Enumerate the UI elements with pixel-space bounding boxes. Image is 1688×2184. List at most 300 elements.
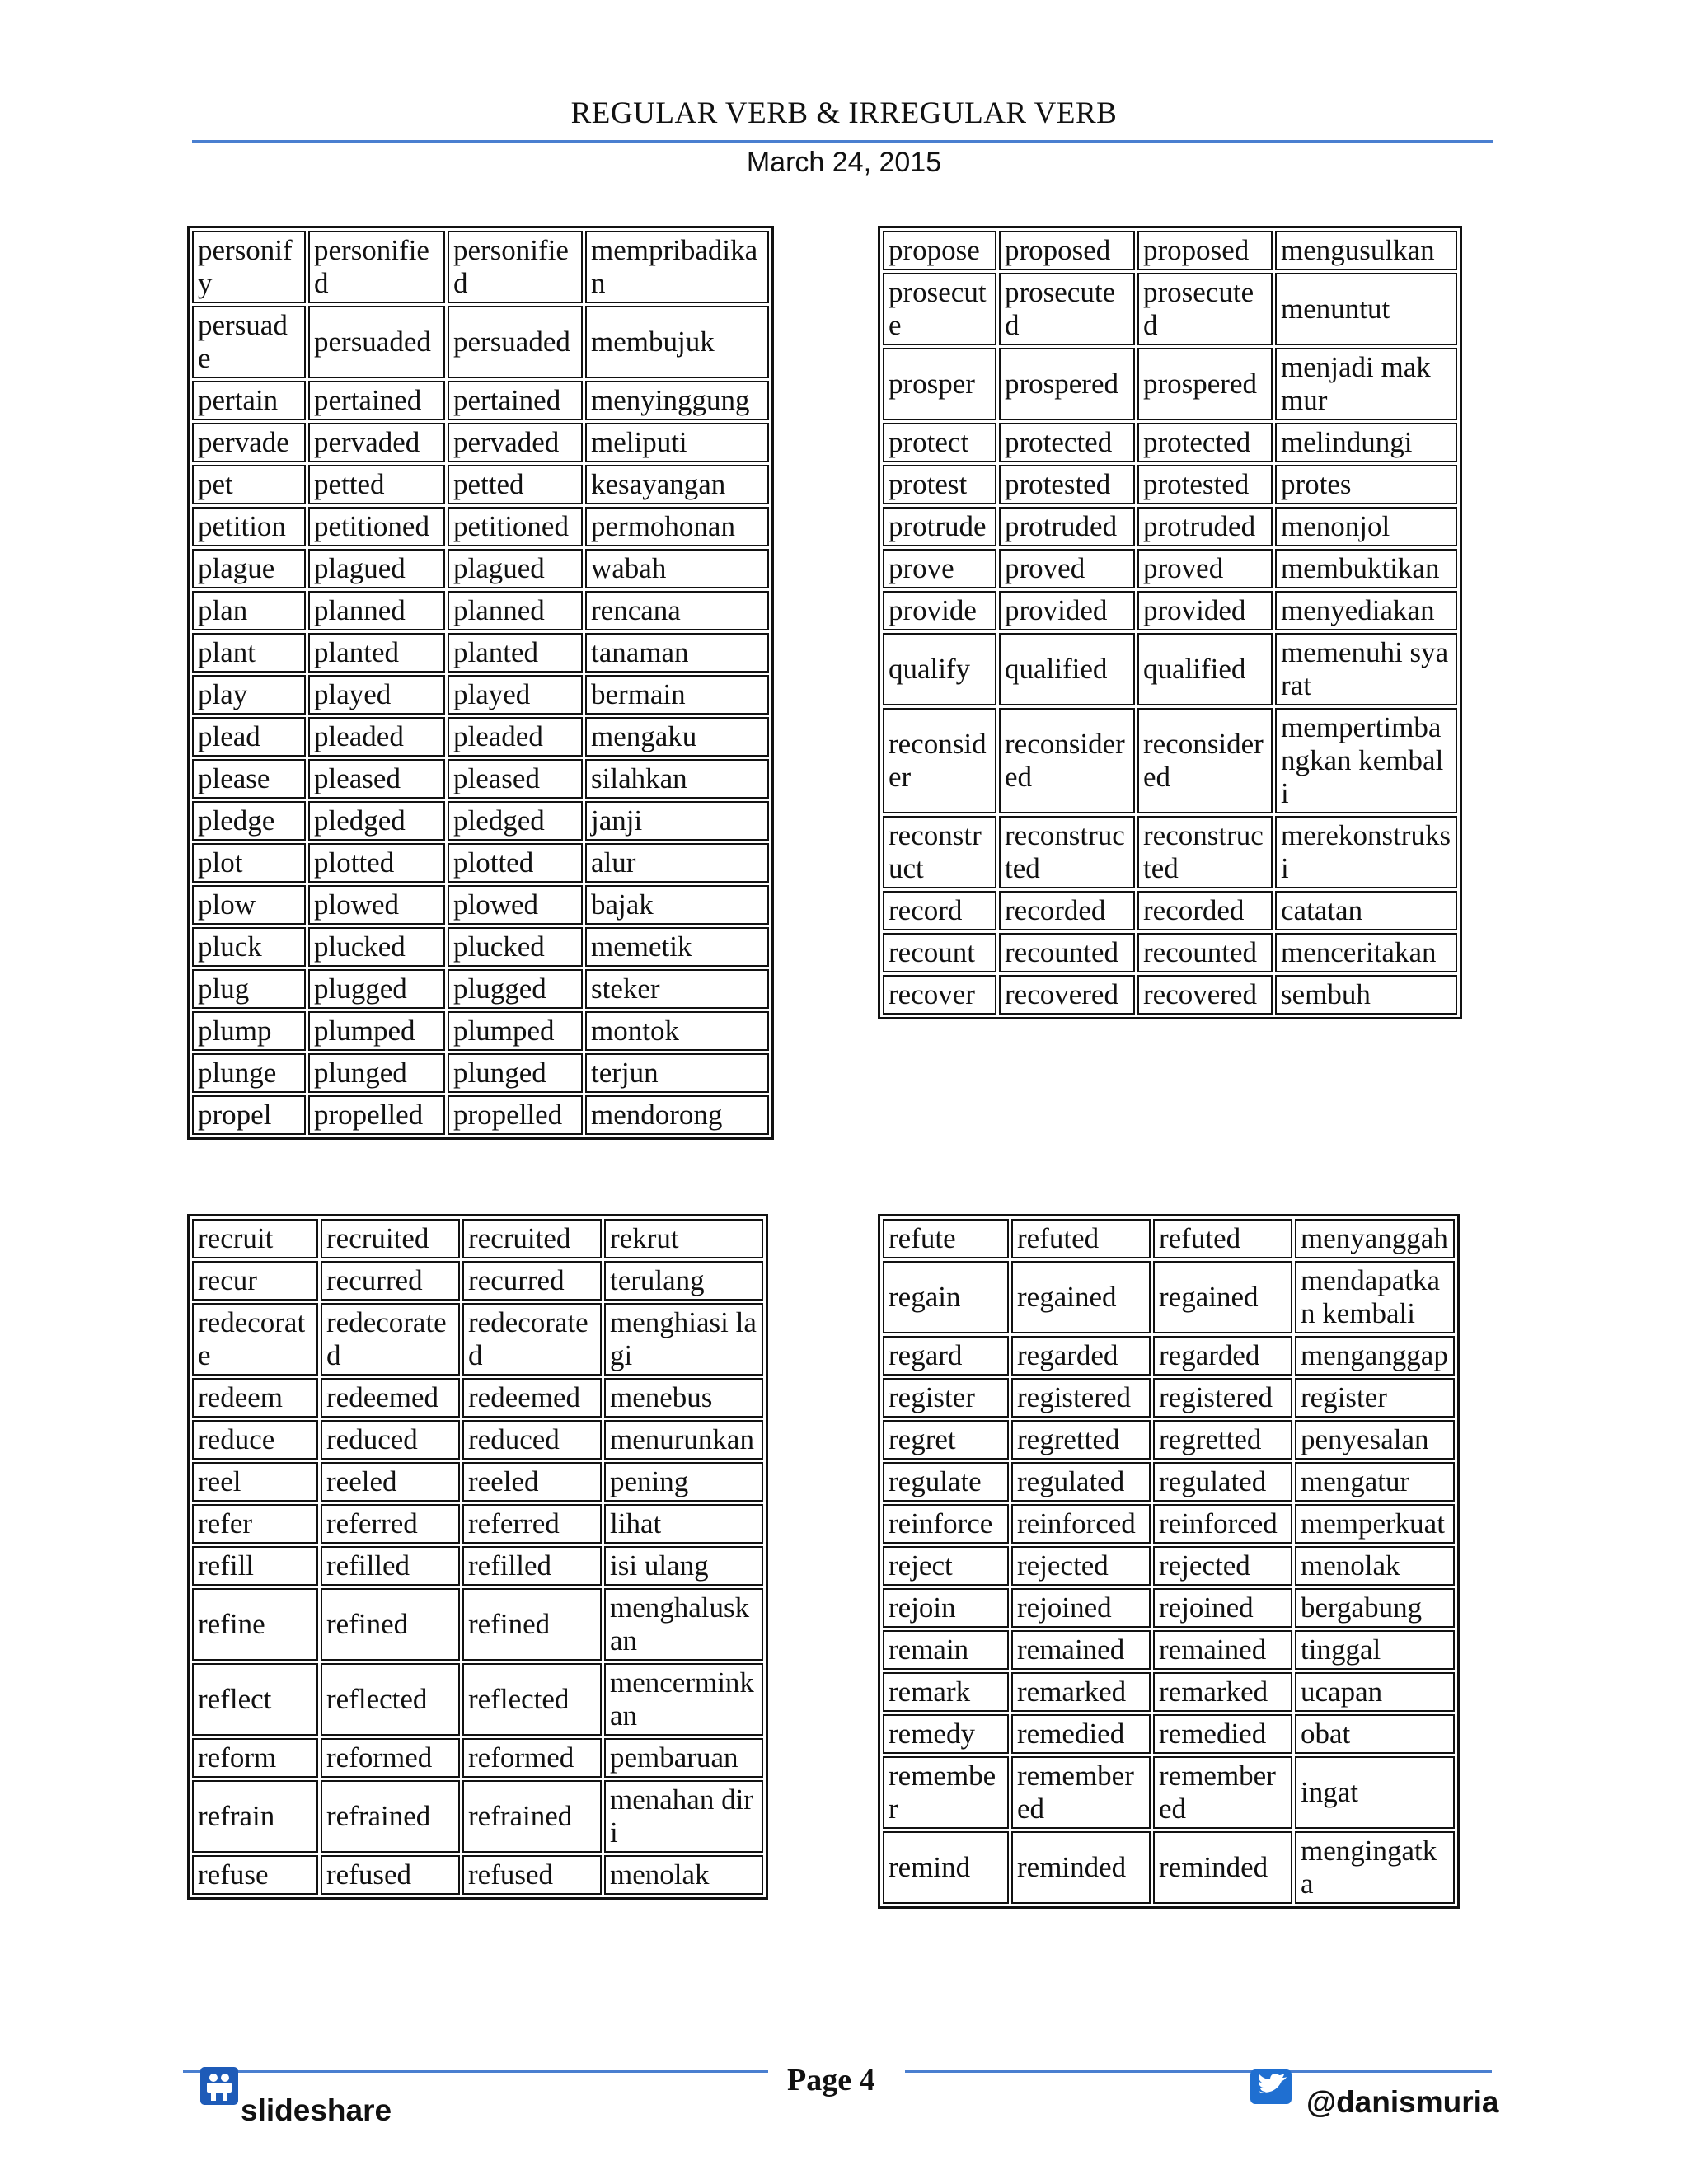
meaning-cell: janji	[585, 801, 769, 841]
base-form-cell: record	[883, 891, 996, 930]
base-form-cell: remark	[883, 1672, 1009, 1712]
table-row	[192, 759, 769, 799]
past-tense-cell: regulated	[1011, 1462, 1151, 1502]
table-row	[883, 1672, 1455, 1712]
past-tense-cell: rejected	[1011, 1546, 1151, 1586]
base-form-cell: protect	[883, 423, 996, 462]
table-row	[883, 1546, 1455, 1586]
meaning-cell: sembuh	[1275, 975, 1457, 1015]
past-participle-cell: reconsidered	[1137, 708, 1273, 813]
table-row	[192, 1504, 763, 1544]
past-tense-cell: personified	[308, 231, 445, 303]
past-tense-cell: recruited	[321, 1219, 460, 1258]
meaning-cell: silahkan	[585, 759, 769, 799]
meaning-cell: permohonan	[585, 507, 769, 546]
base-form-cell: protrude	[883, 507, 996, 546]
past-tense-cell: protested	[999, 465, 1135, 504]
past-tense-cell: reflected	[321, 1663, 460, 1736]
base-form-cell: plump	[192, 1011, 306, 1051]
base-form-cell: provide	[883, 591, 996, 630]
base-form-cell: remedy	[883, 1714, 1009, 1754]
verb-table-4	[878, 1214, 1460, 1909]
base-form-cell: protest	[883, 465, 996, 504]
past-tense-cell: prospered	[999, 348, 1135, 420]
table-row	[883, 273, 1457, 345]
past-tense-cell: refilled	[321, 1546, 460, 1586]
table-row	[883, 1378, 1455, 1418]
table-row	[192, 549, 769, 588]
past-participle-cell: qualified	[1137, 633, 1273, 705]
meaning-cell: montok	[585, 1011, 769, 1051]
table-row	[883, 348, 1457, 420]
base-form-cell: refill	[192, 1546, 318, 1586]
table-row	[192, 969, 769, 1009]
past-tense-cell: played	[308, 675, 445, 715]
past-tense-cell: petitioned	[308, 507, 445, 546]
past-participle-cell: plunged	[448, 1053, 583, 1093]
base-form-cell: recount	[883, 933, 996, 972]
past-tense-cell: petted	[308, 465, 445, 504]
past-tense-cell: protected	[999, 423, 1135, 462]
table-row	[883, 708, 1457, 813]
base-form-cell: regulate	[883, 1462, 1009, 1502]
base-form-cell: play	[192, 675, 306, 715]
past-participle-cell: refuted	[1153, 1219, 1292, 1258]
base-form-cell: petition	[192, 507, 306, 546]
base-form-cell: reform	[192, 1738, 318, 1778]
meaning-cell: terjun	[585, 1053, 769, 1093]
table-row	[883, 231, 1457, 270]
past-participle-cell: played	[448, 675, 583, 715]
past-tense-cell: referred	[321, 1504, 460, 1544]
meaning-cell: menyediakan	[1275, 591, 1457, 630]
meaning-cell: bermain	[585, 675, 769, 715]
meaning-cell: menurunkan	[604, 1420, 763, 1460]
table-row	[883, 1504, 1455, 1544]
meaning-cell: menceritakan	[1275, 933, 1457, 972]
past-tense-cell: plugged	[308, 969, 445, 1009]
base-form-cell: reel	[192, 1462, 318, 1502]
base-form-cell: reconsider	[883, 708, 996, 813]
past-tense-cell: reduced	[321, 1420, 460, 1460]
past-tense-cell: rejoined	[1011, 1588, 1151, 1628]
past-participle-cell: redecorated	[462, 1303, 602, 1376]
base-form-cell: reconstruct	[883, 816, 996, 888]
base-form-cell: reduce	[192, 1420, 318, 1460]
past-tense-cell: regarded	[1011, 1336, 1151, 1376]
meaning-cell: alur	[585, 843, 769, 883]
meaning-cell: menghiasi lagi	[604, 1303, 763, 1376]
meaning-cell: mendapatkan kembali	[1295, 1261, 1455, 1333]
past-tense-cell: plumped	[308, 1011, 445, 1051]
base-form-cell: redeem	[192, 1378, 318, 1418]
past-tense-cell: reeled	[321, 1462, 460, 1502]
base-form-cell: refer	[192, 1504, 318, 1544]
meaning-cell: mempertimbangkan kembali	[1275, 708, 1457, 813]
past-tense-cell: refuted	[1011, 1219, 1151, 1258]
footer-divider-left	[183, 2070, 768, 2073]
meaning-cell: kesayangan	[585, 465, 769, 504]
meaning-cell: steker	[585, 969, 769, 1009]
table-row	[192, 1546, 763, 1586]
meaning-cell: membuktikan	[1275, 549, 1457, 588]
past-participle-cell: propelled	[448, 1095, 583, 1135]
past-participle-cell: refined	[462, 1588, 602, 1661]
table-row	[883, 633, 1457, 705]
base-form-cell: plug	[192, 969, 306, 1009]
past-tense-cell: remarked	[1011, 1672, 1151, 1712]
twitter-icon	[1249, 2066, 1296, 2107]
past-tense-cell: refused	[321, 1855, 460, 1895]
past-participle-cell: plagued	[448, 549, 583, 588]
base-form-cell: recur	[192, 1261, 318, 1301]
past-participle-cell: refused	[462, 1855, 602, 1895]
past-tense-cell: propelled	[308, 1095, 445, 1135]
meaning-cell: terulang	[604, 1261, 763, 1301]
meaning-cell: tanaman	[585, 633, 769, 673]
meaning-cell: mengatur	[1295, 1462, 1455, 1502]
meaning-cell: pembaruan	[604, 1738, 763, 1778]
table-row	[883, 423, 1457, 462]
past-tense-cell: plucked	[308, 927, 445, 967]
past-tense-cell: refined	[321, 1588, 460, 1661]
past-participle-cell: referred	[462, 1504, 602, 1544]
past-participle-cell: prosecuted	[1137, 273, 1273, 345]
base-form-cell: refute	[883, 1219, 1009, 1258]
base-form-cell: pledge	[192, 801, 306, 841]
past-participle-cell: prospered	[1137, 348, 1273, 420]
past-tense-cell: pertained	[308, 381, 445, 420]
base-form-cell: prosecute	[883, 273, 996, 345]
past-participle-cell: plumped	[448, 1011, 583, 1051]
past-tense-cell: redecorated	[321, 1303, 460, 1376]
table-row	[883, 465, 1457, 504]
table-row	[192, 1780, 763, 1853]
past-participle-cell: reminded	[1153, 1831, 1292, 1904]
table-row	[192, 801, 769, 841]
base-form-cell: plant	[192, 633, 306, 673]
meaning-cell: protes	[1275, 465, 1457, 504]
base-form-cell: persuade	[192, 306, 306, 378]
base-form-cell: reject	[883, 1546, 1009, 1586]
past-participle-cell: redeemed	[462, 1378, 602, 1418]
past-tense-cell: pleased	[308, 759, 445, 799]
table-row	[883, 591, 1457, 630]
meaning-cell: lihat	[604, 1504, 763, 1544]
page-date: March 24, 2015	[746, 147, 942, 178]
base-form-cell: remind	[883, 1831, 1009, 1904]
table-row	[883, 1462, 1455, 1502]
table-row	[883, 507, 1457, 546]
table-row	[192, 1378, 763, 1418]
verb-table-3	[187, 1214, 768, 1900]
table-row	[192, 633, 769, 673]
past-participle-cell: plowed	[448, 885, 583, 925]
past-tense-cell: proved	[999, 549, 1135, 588]
table-row	[883, 1588, 1455, 1628]
table-row	[883, 1219, 1455, 1258]
table-row	[192, 675, 769, 715]
past-tense-cell: pervaded	[308, 423, 445, 462]
base-form-cell: remember	[883, 1756, 1009, 1829]
meaning-cell: meliputi	[585, 423, 769, 462]
base-form-cell: redecorate	[192, 1303, 318, 1376]
past-participle-cell: rejected	[1153, 1546, 1292, 1586]
header-divider	[192, 140, 1493, 143]
meaning-cell: menebus	[604, 1378, 763, 1418]
past-participle-cell: registered	[1153, 1378, 1292, 1418]
past-participle-cell: proposed	[1137, 231, 1273, 270]
past-participle-cell: protected	[1137, 423, 1273, 462]
past-participle-cell: recruited	[462, 1219, 602, 1258]
past-tense-cell: reconstructed	[999, 816, 1135, 888]
past-tense-cell: planted	[308, 633, 445, 673]
meaning-cell: ucapan	[1295, 1672, 1455, 1712]
past-tense-cell: refrained	[321, 1780, 460, 1853]
past-participle-cell: recurred	[462, 1261, 602, 1301]
past-participle-cell: petitioned	[448, 507, 583, 546]
past-tense-cell: registered	[1011, 1378, 1151, 1418]
table-row	[192, 843, 769, 883]
table-row	[883, 1756, 1455, 1829]
meaning-cell: rekrut	[604, 1219, 763, 1258]
meaning-cell: membujuk	[585, 306, 769, 378]
base-form-cell: plunge	[192, 1053, 306, 1093]
meaning-cell: memetik	[585, 927, 769, 967]
past-participle-cell: recounted	[1137, 933, 1273, 972]
base-form-cell: plow	[192, 885, 306, 925]
slideshare-brand: slideshare	[241, 2093, 392, 2127]
base-form-cell: register	[883, 1378, 1009, 1418]
footer-divider-right	[905, 2070, 1492, 2073]
past-participle-cell: pleased	[448, 759, 583, 799]
past-participle-cell: rejoined	[1153, 1588, 1292, 1628]
table-row	[192, 1663, 763, 1736]
past-tense-cell: remedied	[1011, 1714, 1151, 1754]
past-tense-cell: redeemed	[321, 1378, 460, 1418]
meaning-cell: menolak	[1295, 1546, 1455, 1586]
table-row	[192, 1011, 769, 1051]
table-row	[192, 1261, 763, 1301]
table-row	[883, 933, 1457, 972]
slideshare-icon	[199, 2066, 239, 2106]
meaning-cell: menganggap	[1295, 1336, 1455, 1376]
past-tense-cell: remembered	[1011, 1756, 1151, 1829]
meaning-cell: bergabung	[1295, 1588, 1455, 1628]
base-form-cell: rejoin	[883, 1588, 1009, 1628]
past-tense-cell: reformed	[321, 1738, 460, 1778]
table-row	[883, 1420, 1455, 1460]
table-row	[192, 306, 769, 378]
past-participle-cell: pervaded	[448, 423, 583, 462]
past-tense-cell: reminded	[1011, 1831, 1151, 1904]
past-participle-cell: reconstructed	[1137, 816, 1273, 888]
past-participle-cell: regretted	[1153, 1420, 1292, 1460]
table-row	[192, 1588, 763, 1661]
past-tense-cell: provided	[999, 591, 1135, 630]
base-form-cell: plead	[192, 717, 306, 757]
past-participle-cell: plucked	[448, 927, 583, 967]
base-form-cell: pet	[192, 465, 306, 504]
meaning-cell: menolak	[604, 1855, 763, 1895]
past-participle-cell: refrained	[462, 1780, 602, 1853]
past-tense-cell: recorded	[999, 891, 1135, 930]
past-tense-cell: qualified	[999, 633, 1135, 705]
past-participle-cell: recovered	[1137, 975, 1273, 1015]
table-row	[192, 1053, 769, 1093]
past-participle-cell: remembered	[1153, 1756, 1292, 1829]
meaning-cell: obat	[1295, 1714, 1455, 1754]
meaning-cell: merekonstruksi	[1275, 816, 1457, 888]
past-participle-cell: remedied	[1153, 1714, 1292, 1754]
meaning-cell: menahan diri	[604, 1780, 763, 1853]
table-row	[192, 423, 769, 462]
past-participle-cell: pleaded	[448, 717, 583, 757]
page-title: REGULAR VERB & IRREGULAR VERB	[570, 96, 1118, 130]
meaning-cell: bajak	[585, 885, 769, 925]
past-tense-cell: recounted	[999, 933, 1135, 972]
past-participle-cell: personified	[448, 231, 583, 303]
past-tense-cell: persuaded	[308, 306, 445, 378]
table-row	[883, 1630, 1455, 1670]
meaning-cell: mencerminkan	[604, 1663, 763, 1736]
meaning-cell: pening	[604, 1462, 763, 1502]
table-row	[192, 1303, 763, 1376]
past-tense-cell: plunged	[308, 1053, 445, 1093]
base-form-cell: refine	[192, 1588, 318, 1661]
base-form-cell: qualify	[883, 633, 996, 705]
base-form-cell: refuse	[192, 1855, 318, 1895]
base-form-cell: plot	[192, 843, 306, 883]
meaning-cell: mengingatka	[1295, 1831, 1455, 1904]
table-row	[883, 816, 1457, 888]
meaning-cell: mempribadikan	[585, 231, 769, 303]
past-participle-cell: planned	[448, 591, 583, 630]
verb-table-1	[187, 226, 774, 1140]
meaning-cell: menyinggung	[585, 381, 769, 420]
past-tense-cell: recovered	[999, 975, 1135, 1015]
meaning-cell: menonjol	[1275, 507, 1457, 546]
meaning-cell: rencana	[585, 591, 769, 630]
past-participle-cell: plotted	[448, 843, 583, 883]
past-tense-cell: regained	[1011, 1261, 1151, 1333]
base-form-cell: regard	[883, 1336, 1009, 1376]
table-row	[883, 975, 1457, 1015]
table-row	[883, 891, 1457, 930]
base-form-cell: propel	[192, 1095, 306, 1135]
base-form-cell: recover	[883, 975, 996, 1015]
table-row	[192, 927, 769, 967]
past-participle-cell: reduced	[462, 1420, 602, 1460]
past-tense-cell: plowed	[308, 885, 445, 925]
table-row	[192, 1738, 763, 1778]
meaning-cell: melindungi	[1275, 423, 1457, 462]
table-row	[192, 591, 769, 630]
past-tense-cell: plotted	[308, 843, 445, 883]
base-form-cell: prosper	[883, 348, 996, 420]
past-participle-cell: regarded	[1153, 1336, 1292, 1376]
base-form-cell: personify	[192, 231, 306, 303]
past-participle-cell: remained	[1153, 1630, 1292, 1670]
meaning-cell: menghaluskan	[604, 1588, 763, 1661]
verb-table-2	[878, 226, 1462, 1019]
table-row	[192, 1219, 763, 1258]
past-participle-cell: plugged	[448, 969, 583, 1009]
meaning-cell: menuntut	[1275, 273, 1457, 345]
table-row	[192, 1420, 763, 1460]
past-participle-cell: regained	[1153, 1261, 1292, 1333]
base-form-cell: plague	[192, 549, 306, 588]
past-tense-cell: plagued	[308, 549, 445, 588]
table-row	[192, 507, 769, 546]
base-form-cell: regret	[883, 1420, 1009, 1460]
past-participle-cell: persuaded	[448, 306, 583, 378]
past-participle-cell: provided	[1137, 591, 1273, 630]
past-tense-cell: recurred	[321, 1261, 460, 1301]
table-row	[192, 1095, 769, 1135]
past-participle-cell: reflected	[462, 1663, 602, 1736]
past-tense-cell: reinforced	[1011, 1504, 1151, 1544]
table-row	[192, 717, 769, 757]
past-participle-cell: pertained	[448, 381, 583, 420]
meaning-cell: memperkuat	[1295, 1504, 1455, 1544]
base-form-cell: propose	[883, 231, 996, 270]
base-form-cell: prove	[883, 549, 996, 588]
table-row	[192, 1855, 763, 1895]
past-participle-cell: proved	[1137, 549, 1273, 588]
meaning-cell: ingat	[1295, 1756, 1455, 1829]
past-tense-cell: planned	[308, 591, 445, 630]
meaning-cell: mengaku	[585, 717, 769, 757]
past-tense-cell: prosecuted	[999, 273, 1135, 345]
past-tense-cell: protruded	[999, 507, 1135, 546]
table-row	[883, 1336, 1455, 1376]
base-form-cell: reflect	[192, 1663, 318, 1736]
past-participle-cell: protested	[1137, 465, 1273, 504]
base-form-cell: recruit	[192, 1219, 318, 1258]
meaning-cell: menyanggah	[1295, 1219, 1455, 1258]
meaning-cell: tinggal	[1295, 1630, 1455, 1670]
past-participle-cell: remarked	[1153, 1672, 1292, 1712]
page-number: Page 4	[787, 2063, 875, 2097]
past-participle-cell: refilled	[462, 1546, 602, 1586]
base-form-cell: plan	[192, 591, 306, 630]
base-form-cell: reinforce	[883, 1504, 1009, 1544]
past-tense-cell: pleaded	[308, 717, 445, 757]
meaning-cell: isi ulang	[604, 1546, 763, 1586]
table-row	[883, 1261, 1455, 1333]
base-form-cell: remain	[883, 1630, 1009, 1670]
past-tense-cell: reconsidered	[999, 708, 1135, 813]
table-row	[192, 885, 769, 925]
table-row	[192, 381, 769, 420]
past-tense-cell: remained	[1011, 1630, 1151, 1670]
table-row	[883, 1831, 1455, 1904]
past-participle-cell: reinforced	[1153, 1504, 1292, 1544]
past-participle-cell: petted	[448, 465, 583, 504]
table-row	[192, 465, 769, 504]
base-form-cell: pertain	[192, 381, 306, 420]
past-participle-cell: recorded	[1137, 891, 1273, 930]
past-participle-cell: reeled	[462, 1462, 602, 1502]
meaning-cell: wabah	[585, 549, 769, 588]
meaning-cell: catatan	[1275, 891, 1457, 930]
past-tense-cell: proposed	[999, 231, 1135, 270]
meaning-cell: register	[1295, 1378, 1455, 1418]
base-form-cell: please	[192, 759, 306, 799]
past-participle-cell: regulated	[1153, 1462, 1292, 1502]
base-form-cell: refrain	[192, 1780, 318, 1853]
